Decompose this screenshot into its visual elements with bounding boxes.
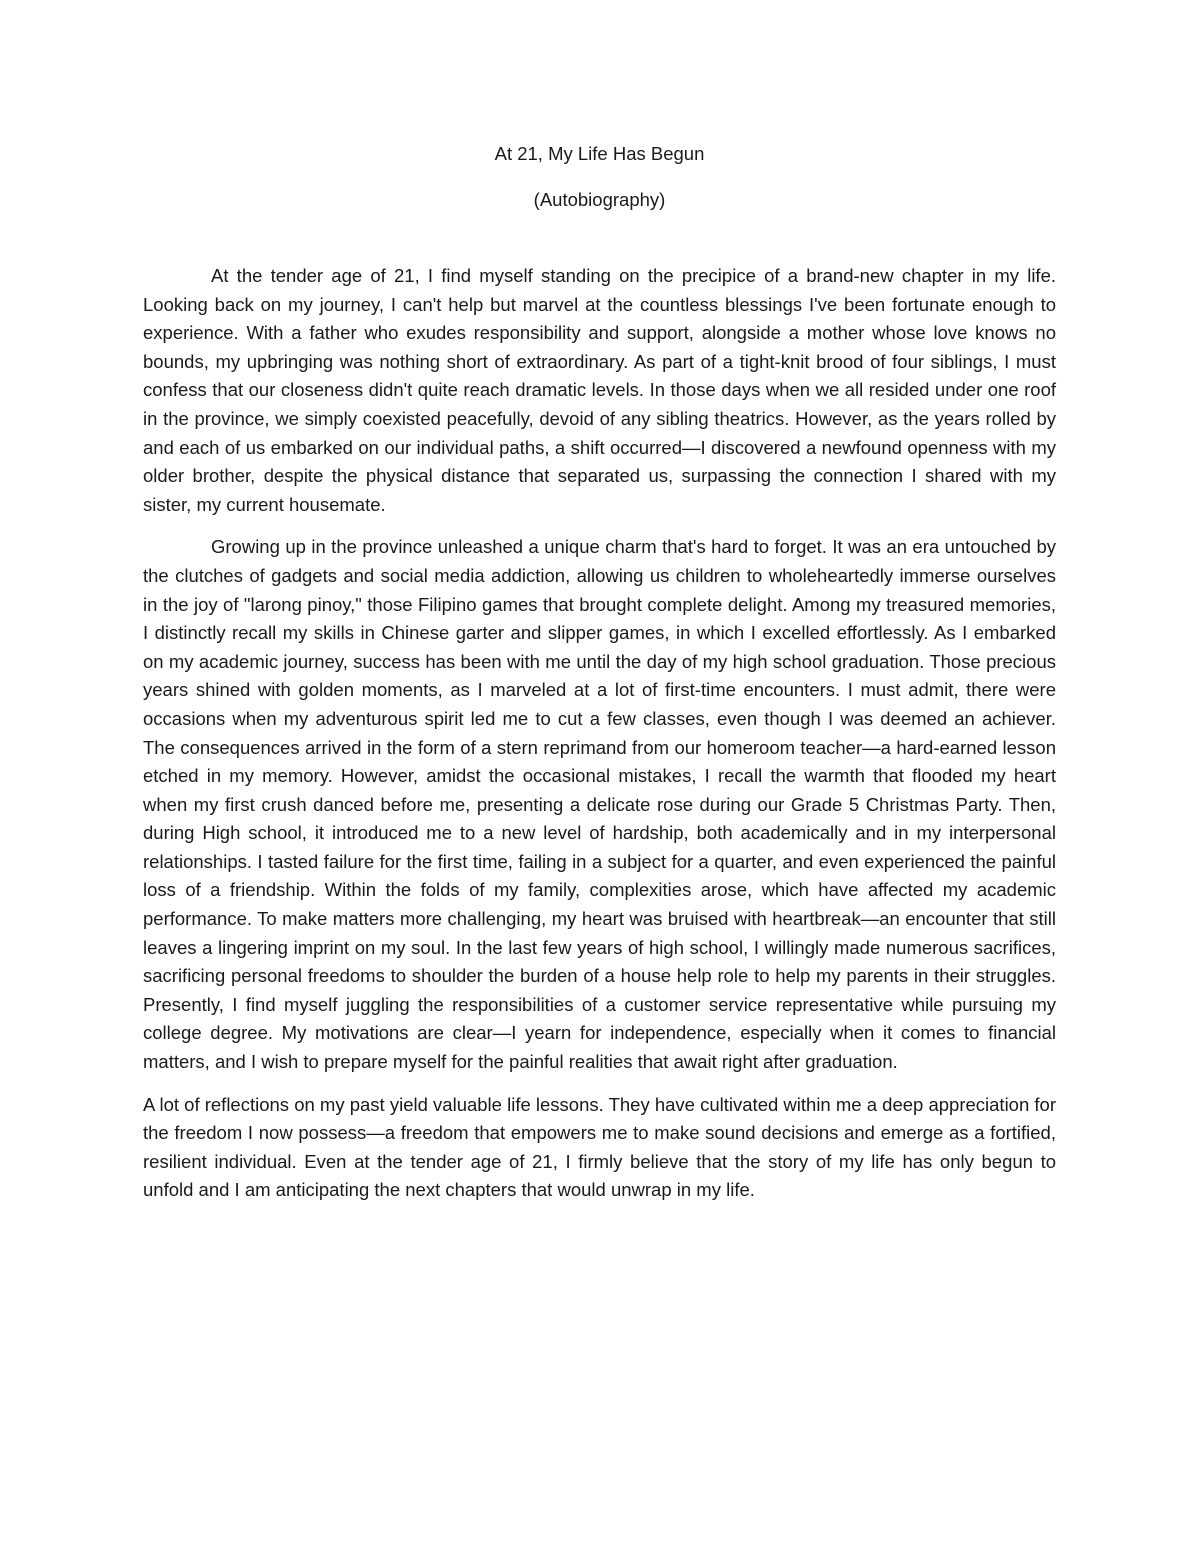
document-body <box>143 140 1056 1219</box>
document-subtitle: (Autobiography) <box>533 189 666 210</box>
paragraph-1: At the tender age of 21, I find myself standing on the precipice of a brand-new chapter in my life. Looking back on my journey, I can't help but marvel at the countless blessings I've been fortunate enough to experience. With a father who exudes responsibility and support, alongside a mother whose love knows no bounds, my upbringing was nothing short of extraordinary. As part of a tight-knit brood of four siblings, I must confess that our closeness didn't quite reach dramatic levels. In those days when we all resided under one roof in the province, we simply coexisted peacefully, devoid of any sibling theatrics. However, as the years rolled by and each of us embarked on our individual paths, a shift occurred—I discovered a newfound openness with my older brother, despite the physical distance that separated us, surpassing the connection I shared with my sister, my current housemate. <box>143 265 1056 515</box>
paragraph-2: Growing up in the province unleashed a unique charm that's hard to forget. It was an era untouched by the clutches of gadgets and social media addiction, allowing us children to wholeheartedly immerse ourselves in the joy of "larong pinoy," those Filipino games that brought complete delight. Among my treasured memories, I distinctly recall my skills in Chinese garter and slipper games, in which I excelled effortlessly. As I embarked on my academic journey, success has been with me until the day of my high school graduation. Those precious years shined with golden moments, as I marveled at a lot of first-time encounters. I must admit, there were occasions when my adventurous spirit led me to cut a few classes, even though I was deemed an achiever. The consequences arrived in the form of a stern reprimand from our homeroom teacher—a hard-earned lesson etched in my memory. However, amidst the occasional mistakes, I recall the warmth that flooded my heart when my first crush danced before me, presenting a delicate rose during our Grade 5 Christmas Party. Then, during High school, it introduced me to a new level of hardship, both academically and in my interpersonal relationships. I tasted failure for the first time, failing in a subject for a quarter, and even experienced the painful loss of a friendship. Within the folds of my family, complexities arose, which have affected my academic performance. To make matters more challenging, my heart was bruised with heartbreak—an encounter that still leaves a lingering imprint on my soul. In the last few years of high school, I willingly made numerous sacrifices, sacrificing personal freedoms to shoulder the burden of a house help role to help my parents in their struggles. Presently, I find myself juggling the responsibilities of a customer service representative while pursuing my college degree. My motivations are clear—I yearn for independence, especially when it comes to financial matters, and I wish to prepare myself for the painful realities that await right after graduation. <box>143 536 1056 1073</box>
paragraph-3: A lot of reflections on my past yield valuable life lessons. They have cultivated within me a deep appreciation for the freedom I now possess—a freedom that empowers me to make sound decisions and emerge as a fortified, resilient individual. Even at the tender age of 21, I firmly believe that the story of my life has only begun to unfold and I am anticipating the next chapters that would unwrap in my life. <box>143 1093 1056 1201</box>
document-title: At 21, My Life Has Begun <box>494 143 705 164</box>
